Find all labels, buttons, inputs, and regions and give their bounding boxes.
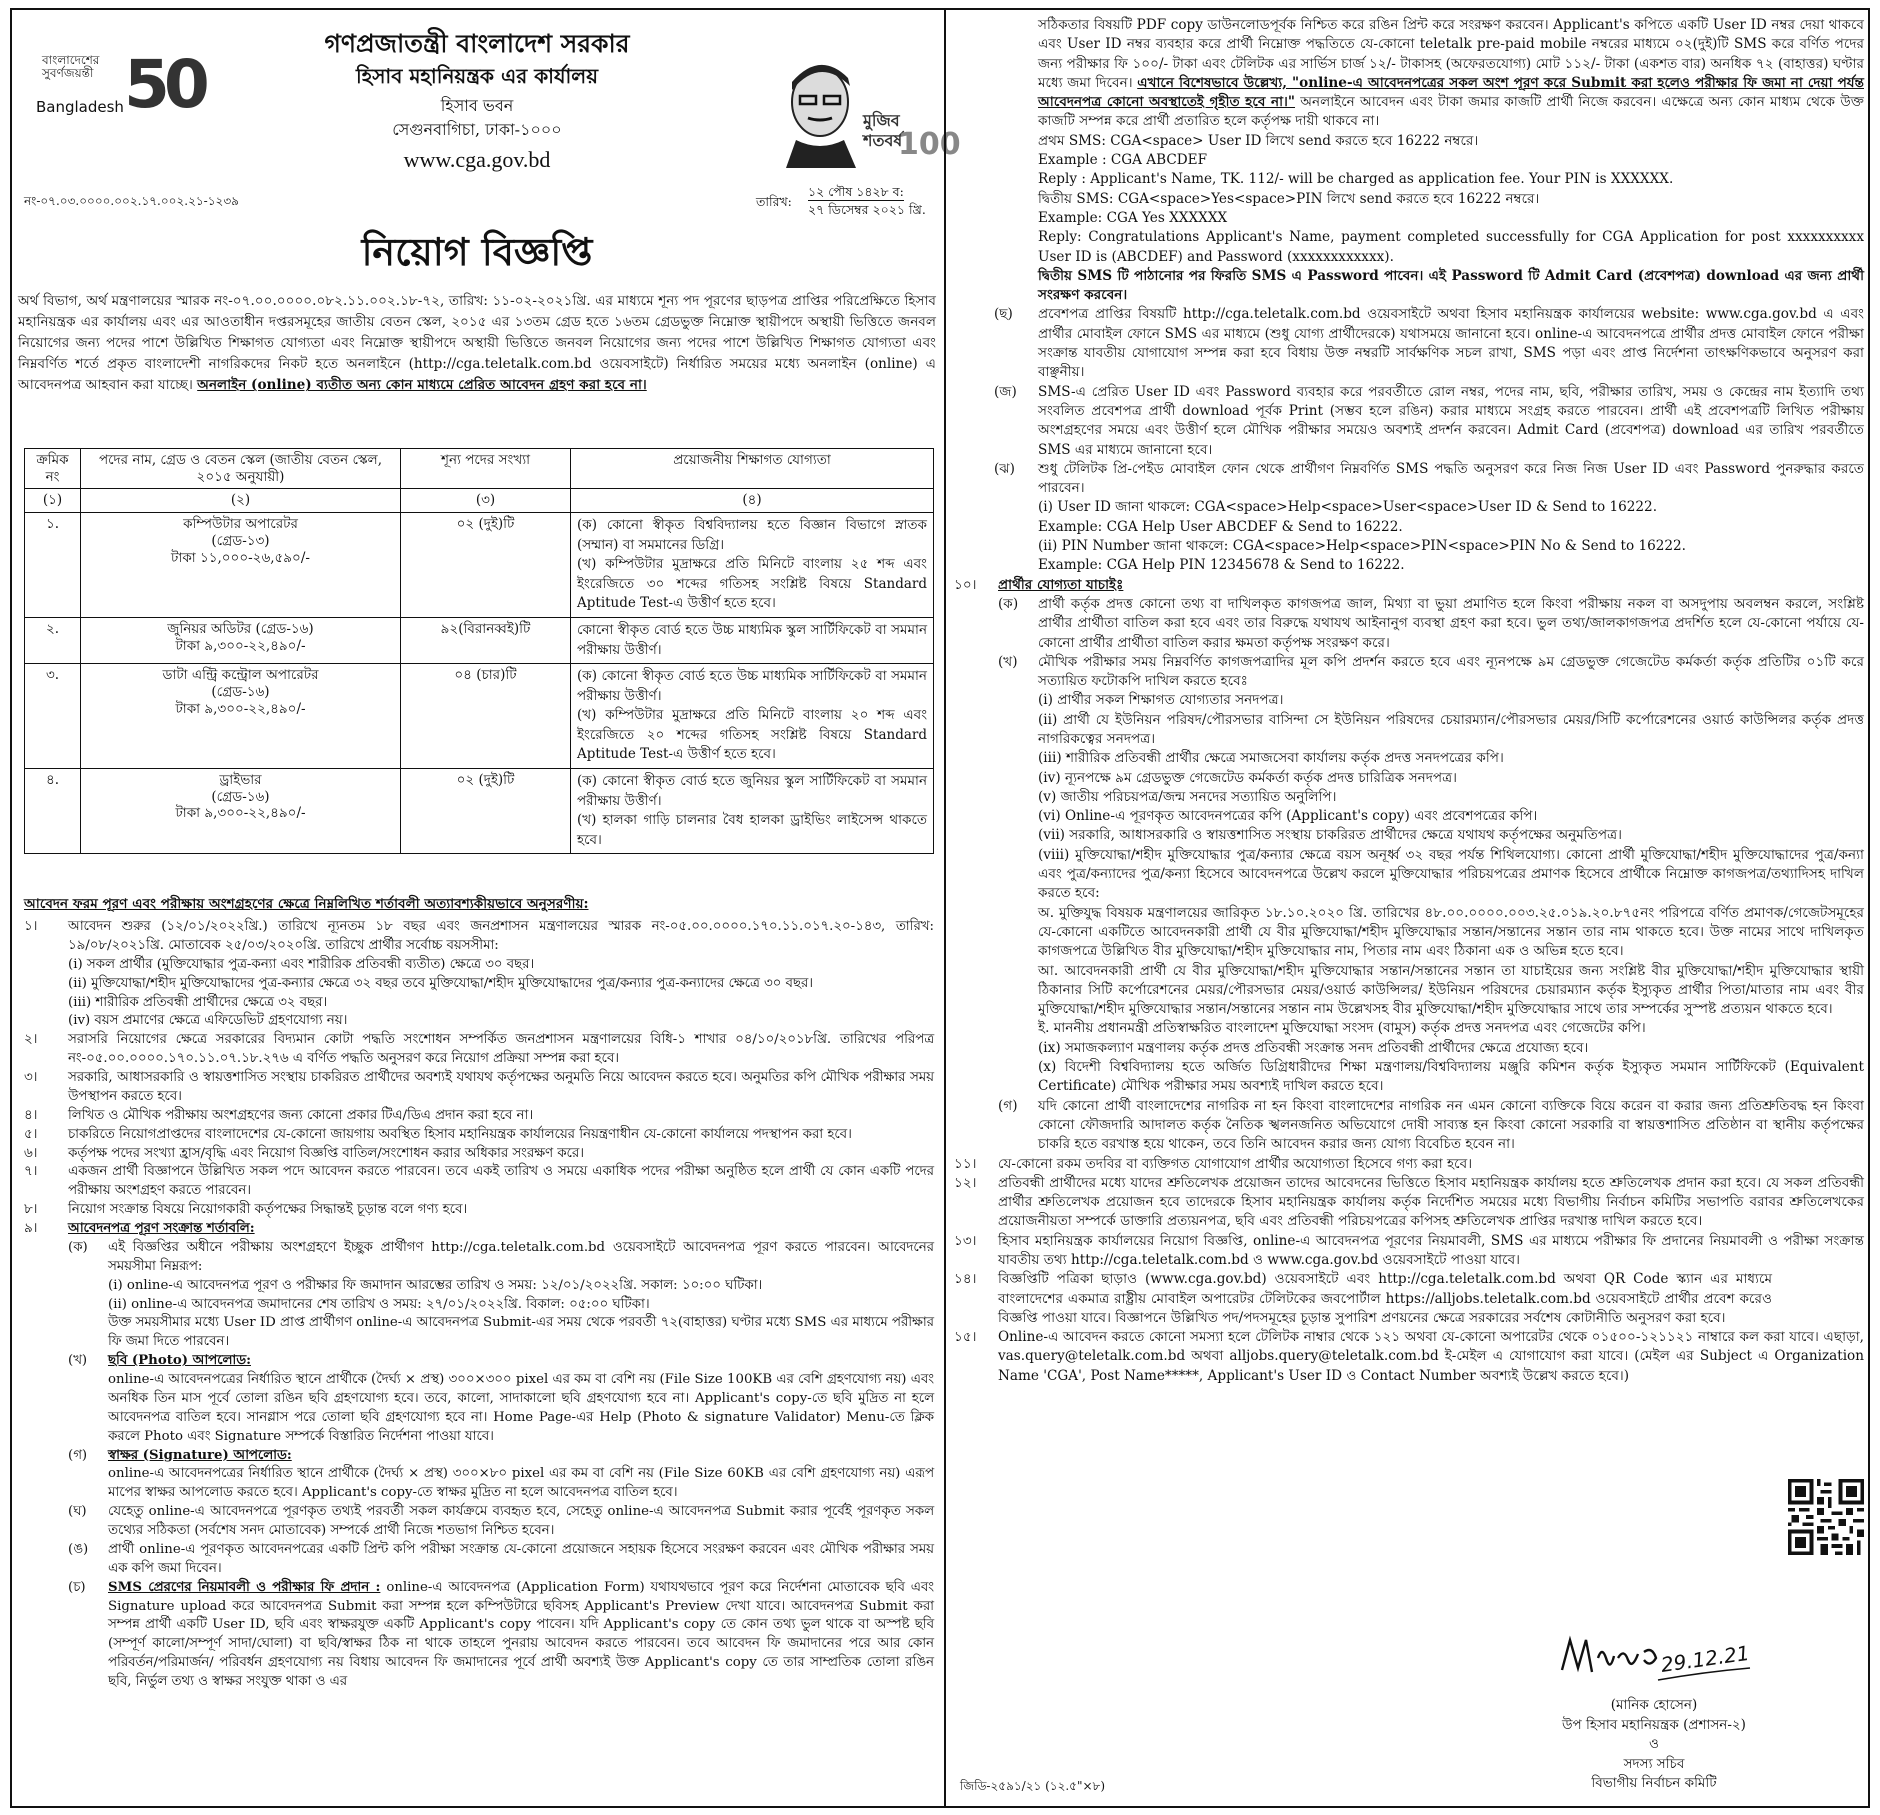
condition-4: [24, 1107, 934, 1126]
fee-end: অনলাইনে আবেদন এবং টাকা জমার কাজটি প্রার্থী নিজে করবেন। এক্ষেত্রে অন্য কোন মাধ্যম থেকে উক্ত কাজটি সম্পন্ন করে প্রার্থী প্রতারিত হলে কর্তৃপক্ষ দায়ী থাকবে না।: [1038, 94, 1864, 130]
condition-text: কর্তৃপক্ষ পদের সংখ্যা হ্রাস/বৃদ্ধি এবং নিয়োগ বিজ্ঞপ্তি বাতিল/সংশোধন করার অধিকার সংরক্ষণ করে।: [68, 1145, 584, 1161]
row-post: [81, 664, 401, 769]
condition-text: চাকরিতে নিয়োগপ্রাপ্তদের বাংলাদেশের যে-কোনো জায়গায় অবস্থিত হিসাব মহানিয়ন্ত্রক কার্যালয়ের নিয়ন্ত্রণাধীন যে-কোনো কার্যালয়ে পদস্থাপন করা হবে।: [68, 1126, 852, 1142]
condition-9-title: আবেদনপত্র পূরণ সংক্রান্ত শর্তাবলি:: [68, 1221, 255, 1236]
first-sms-reply: Reply : Applicant's Name, TK. 112/- will be charged as application fee. Your PIN is XXXXXX.: [1038, 171, 1674, 188]
sub-jha: [954, 460, 1864, 576]
qual-2: (খ) কম্পিউটার মুদ্রাক্ষরে প্রতি মিনিটে বাংলায় ২৫ শব্দ এবং ইংরেজিতে ৩০ শব্দের গতিসহ সংশ্লিষ্ট বিষয়ে Standard Aptitude Test-এ উত্তীর্ণ হতে হবে।: [577, 556, 927, 612]
ka-end: উক্ত সময়সীমার মধ্যে User ID প্রাপ্ত প্রার্থীগণ online-এ আবেদনপত্র Submit-এর সময় থেকে পরবর্তী ৭২(বাহাত্তর) ঘণ্টার মধ্যে SMS এর মাধ্যমে পরীক্ষার ফি জমা দিতে পারবেন।: [108, 1315, 934, 1350]
document-x: (x) বিদেশী বিশ্ববিদ্যালয় হতে অর্জিত ডিগ্রিধারীদের শিক্ষা মন্ত্রণালয়/বিশ্ববিদ্যালয় মঞ্জুরি কমিশন কর্তৃক ইস্যুকৃত সমমান সার্টিফিকেট (Equivalent Certificate) মৌখিক পরীক্ষার সময় অবশ্যই দাখিল করতে হবে।: [1038, 1059, 1864, 1095]
condition-6: [24, 1145, 934, 1164]
post-scale: টাকা ৯,৩০০-২২,৪৯০/-: [175, 805, 306, 822]
recovery-pin-example: Example: CGA Help PIN 12345678 & Send to 16222.: [1038, 557, 1405, 574]
ka-text: এই বিজ্ঞপ্তির অধীনে পরীক্ষায় অংশগ্রহণে ইচ্ছুক প্রার্থীগণ http://cga.teletalk.com.bd ওয়েবসাইটে আবেদনপত্র পূরণ করতে পারবেন। আবেদনের সময়সীমা নিম্নরূপ:: [108, 1239, 934, 1274]
signer-name: (মানিক হোসেন): [1610, 1697, 1698, 1713]
sub-text: প্রবেশপত্র প্রাপ্তির বিষয়টি http://cga.teletalk.com.bd ওয়েবসাইটে অথবা হিসাব মহানিয়ন্ত্রক কার্যালয়ের website: www.cga.gov.bd এ এবং প্রার্থীর মোবাইল ফোনে SMS এর মাধ্যমে (শুধু যোগ্য প্রার্থীদেরকে) যথাসময়ে জানানো হবে। online-এ আবেদনপত্রে প্রার্থীর প্রদত্ত মোবাইল ফোনে পরীক্ষা সংক্রান্ত যাবতীয় যোগাযোগ সম্পন্ন করা হবে বিধায় উক্ত নম্বরটি সার্বক্ষণিক সচল রাখা, SMS পড়া এবং প্রাপ্ত নির্দেশনা তাৎক্ষণিকভাবে অনুসরণ করা বাঞ্ছনীয়।: [1038, 306, 1864, 381]
table-row: [25, 768, 934, 853]
row-post: [81, 513, 401, 618]
sub-text: [108, 1579, 934, 1692]
post-grade: (গ্রেড-১৩): [211, 532, 270, 549]
photo-upload-text: online-এ আবেদনপত্রের নির্ধারিত স্থানে প্রার্থীকে (দৈর্ঘ্য × প্রস্থ) ৩০০×৩০০ pixel এর কম বা বেশি নয় (File Size 100KB এর বেশি গ্রহণযোগ্য নয়) এবং অনধিক তিন মাস পূর্বে তোলা রঙিন ছবি গ্রহণযোগ্য হবে। তবে, কালো, সাদাকালো ছবি গ্রহণযোগ্য হবে না। Applicant's copy-তে ছবি মুদ্রিত না হলে আবেদনপত্র বাতিল হবে। সানগ্লাস পরে তোলা ছবি গ্রহণযোগ্য হবে না। Home Page-এর Help (Photo & signature Validator) Menu-তে ক্লিক করলে Photo এবং Signature সম্পর্কে বিস্তারিত নির্দেশনা পাওয়া যাবে।: [108, 1372, 934, 1444]
eligibility-title: প্রার্থীর যোগ্যতা যাচাইঃ: [998, 576, 1124, 593]
condition-text: সরাসরি নিয়োগের ক্ষেত্রে সরকারের বিদ্যমান কোটা পদ্ধতি সংশোধন সম্পর্কিত জনপ্রশাসন মন্ত্রণালয়ের বিধি-১ শাখার ০৪/১০/২০১৮খ্রি. তারিখের পরিপত্র নং-০৫.০০.০০০০.১৭০.১১.০৭.১৮.২৭৬ এ বর্ণিত পদ্ধতি অনুসরণ করে নিয়োগ প্রক্রিয়া সম্পন্ন করা হবে।: [68, 1032, 934, 1067]
header: [18, 16, 961, 274]
header-vacancy: শূন্য পদের সংখ্যা: [401, 449, 571, 489]
post-name: ড্রাইভার: [219, 771, 262, 788]
qual-2: (খ) কম্পিউটার মুদ্রাক্ষরে প্রতি মিনিটে বাংলায় ২০ শব্দ এবং ইংরেজিতে ২০ শব্দের গতিসহ সংশ্লিষ্ট বিষয়ে Standard Aptitude Test-এ উত্তীর্ণ হতে হবে।: [577, 707, 927, 763]
post-scale: টাকা ১১,০০০-২৬,৫৯০/-: [171, 549, 310, 566]
mujib-100: 100: [898, 127, 961, 162]
sub-number: (ক): [998, 595, 1019, 612]
condition-7: [24, 1163, 934, 1201]
sub-text: SMS-এ প্রেরিত User ID এবং Password ব্যবহার করে পরবর্তীতে রোল নম্বর, পদের নাম, ছবি, পরীক্ষার তারিখ, সময় ও কেন্দ্রের নাম ইত্যাদি তথ্য সংবলিত প্রবেশপত্র প্রার্থী download পূর্বক Print (সম্ভব হলে রঙিন) করার মাধ্যমে সংগ্রহ করতে পারবেন। প্রার্থী এই প্রবেশপত্রটি লিখিত পরীক্ষায় অংশগ্রহণের সময়ে এবং উত্তীর্ণ হলে মৌখিক পরীক্ষার সময়েও অবশ্যই প্রদর্শন করবেন। Admit Card (প্রবেশপত্র) download এর তারিখ পরবর্তীতে SMS এর মাধ্যমে জানানো হবে।: [1038, 383, 1864, 458]
condition-number: ৪।: [24, 1107, 38, 1123]
condition-number: ১২।: [954, 1174, 977, 1191]
first-sms: প্রথম SMS: CGA<space> User ID লিখে send করতে হবে 16222 নম্বরে।: [1038, 132, 1479, 149]
posts-table: [24, 448, 934, 854]
condition-12: [954, 1174, 1864, 1232]
table-header-row: [25, 449, 934, 489]
row-vacancy: ০২ (দুই)টি: [401, 768, 571, 853]
sub-text: [1038, 653, 1864, 1097]
condition-number: ১৪।: [954, 1271, 977, 1288]
condition-number: ১৫।: [954, 1329, 977, 1346]
sms-fee-text: online-এ আবেদনপত্র (Application Form) যথাযথভাবে পূরণ করে নির্দেশনা মোতাবেক ছবি এবং Signature upload করে আবেদনপত্র Submit করা সম্পন্ন হলে কম্পিউটারে ছবিসহ Applicant's Preview দেখা যাবে। আবেদনপত্র Submit করা সম্পন্ন প্রার্থী একটি User ID, ছবি এবং স্বাক্ষরযুক্ত একটি Applicant's copy পাবেন। যদি Applicant's copy তে কোন তথ্য ভুল থাকে বা অস্পষ্ট ছবি (সম্পূর্ণ কালো/সম্পূর্ণ সাদা/ঘোলা) বা ছবি/স্বাক্ষর ঠিক না থাকে তাহলে পুনরায় আবেদন করতে পারবেন। তবে আবেদন ফি জমাদানের পরে আর কোন পরিবর্তন/পরিমার্জন/ পরিবর্ধন গ্রহণযোগ্য নয় বিধায় আবেদন ফি জমাদানের পূর্বে প্রার্থী অবশ্যই উক্ত Applicant's copy তে তার সাম্প্রতিক তোলা রঙিন ছবি, নির্ভুল তথ্য ও স্বাক্ষর সংযুক্ত থাকা ও এর: [108, 1579, 935, 1689]
condition-text: লিখিত ও মৌখিক পরীক্ষায় অংশগ্রহণের জন্য কোনো প্রকার টিএ/ডিএ প্রদান করা হবে না।: [68, 1107, 534, 1123]
fee-paragraph: [954, 16, 1864, 305]
notice-title: নিয়োগ বিজ্ঞপ্তি: [361, 229, 593, 274]
post-name: ডাটা এন্ট্রি কন্ট্রোল অপারেটর: [162, 667, 319, 684]
signature-date: 29.12.21: [1659, 1640, 1751, 1677]
condition-11: [954, 1155, 1864, 1174]
mujib-text: মুজিব শতবর্ষ: [863, 111, 903, 150]
row-vacancy: ৯২(বিরানব্বই)টি: [401, 618, 571, 664]
condition-number: ৭।: [24, 1164, 38, 1180]
second-sms: দ্বিতীয় SMS: CGA<space>Yes<space>PIN লিখে send করতে হবে 16222 নম্বরে।: [1038, 190, 1540, 207]
condition-text: [68, 1220, 934, 1692]
qual-2: (খ) হালকা গাড়ি চালনার বৈধ হালকা ড্রাইভিং লাইসেন্স থাকতে হবে।: [577, 812, 927, 848]
sub-kha: [68, 1352, 934, 1446]
post-grade: (গ্রেড-১৬): [211, 683, 270, 700]
document-viii: (viii) মুক্তিযোদ্ধা/শহীদ মুক্তিযোদ্ধার পুত্র/কন্যার ক্ষেত্রে বয়স অনূর্ধ্ব ৩২ বছর পর্যন্ত শিথিলযোগ্য। কোনো প্রার্থী মুক্তিযোদ্ধা/শহীদ মুক্তিযোদ্ধাদের পুত্র/কন্যা এবং পুত্র/কন্যাদের পুত্র/কন্যা হিসেবে আবেদনপত্রে উল্লেখ করলে মুক্তিযোদ্ধার পরিচয়পত্রের প্রমাণক হিসেবে প্রার্থীকে নিম্নোক্ত কাগজপত্র/তথ্যাদিসহ দাখিল করতে হবে:: [1038, 846, 1864, 902]
colnum: (১): [25, 489, 81, 513]
condition-number: ৬।: [24, 1145, 38, 1161]
document-aa: আ. আবেদনকারী প্রার্থী যে বীর মুক্তিযোদ্ধা/শহীদ মুক্তিযোদ্ধার সন্তান/সন্তানের সন্তান তা যাচাইয়ের জন্য সংশ্লিষ্ট বীর মুক্তিযোদ্ধা/শহীদ মুক্তিযোদ্ধার স্থায়ী ঠিকানার সিটি কর্পোরেশনের মেয়র/পৌরসভার মেয়র/ওয়ার্ড কাউন্সিলর/ ইউনিয়ন পরিষদের চেয়ারম্যান কর্তৃক ইস্যুকৃত প্রার্থীর পিতা/মাতার নাম এবং বীর মুক্তিযোদ্ধা/শহীদ মুক্তিযোদ্ধার সন্তান/সন্তানের সন্তান নাম উল্লেখসহ বীর মুক্তিযোদ্ধা/শহীদ মুক্তিযোদ্ধার সাথে তার সম্পর্কের সুস্পষ্ট প্রত্যয়ন থাকতে হবে।: [1038, 962, 1864, 1018]
condition-number: ৯।: [24, 1221, 38, 1236]
condition-2: [24, 1031, 934, 1069]
document-iv: (iv) ন্যূনপক্ষে ৯ম গ্রেডভুক্ত গেজেটেড কর্মকর্তা কর্তৃক প্রদত্ত চারিত্রিক সনদপত্র।: [1038, 769, 1458, 786]
signature-block: [1454, 1696, 1854, 1794]
sub-ga: [68, 1447, 934, 1504]
date-label: তারিখ:: [756, 194, 792, 209]
conditions-title: আবেদন ফরম পূরণ এবং পরীক্ষায় অংশগ্রহণের ক্ষেত্রে নিম্নলিখিত শর্তাবলী অত্যাবশ্যকীয়ভাবে অনুসরণীয়:: [24, 896, 589, 912]
left-column: [18, 16, 961, 1800]
header-serial: ক্রমিক নং: [25, 449, 81, 489]
condition-text: Online-এ আবেদন করতে কোনো সমস্যা হলে টেলিটক নাম্বার থেকে ১২১ অথবা যে-কোনো অপারেটর থেকে ০১৫০০-১২১১২১ নাম্বারে কল করা যাবে। এছাড়া, vas.query@teletalk.com.bd অথবা alljobs.query@teletalk.com.bd ই-মেইল এ যোগাযোগ করা যাবে। (মেইল এর Subject এ Organization Name 'CGA', Post Name*****, Applicant's User ID ও Contact Number অবশ্যই উল্লেখ করতে হবে।): [998, 1329, 1864, 1384]
sub-number: (ঘ): [68, 1504, 87, 1520]
document-i: (i) প্রার্থীর সকল শিক্ষাগত যোগ্যতার সনদপত্র।: [1038, 692, 1284, 709]
table-row: [25, 513, 934, 618]
sub-ja: [954, 383, 1864, 460]
condition-5: [24, 1126, 934, 1145]
footer-code: জিডি-২৫৯১/২১ (১২.৫"×৮): [960, 1779, 1106, 1793]
office-title: হিসাব মহানিয়ন্ত্রক এর কার্যালয়: [355, 64, 598, 88]
sub-number: (গ): [68, 1447, 88, 1463]
post-name: কম্পিউটার অপারেটর: [183, 516, 298, 533]
intro-bold: অনলাইন (online) ব্যতীত অন্য কোন মাধ্যমে প্রেরিত আবেদন গ্রহণ করা হবে না।: [197, 377, 647, 394]
sub-text: যদি কোনো প্রার্থী বাংলাদেশের নাগরিক না হন কিংবা বাংলাদেশের নাগরিক নন এমন কোনো ব্যক্তিকে বিয়ে করেন বা করার জন্য প্রতিশ্রুতিবদ্ধ হন কিংবা কোনো ফৌজদারি আদালত কর্তৃক নৈতিক স্খলনজনিত অভিযোগে দোষী সাব্যস্ত হন কিংবা কোনো সরকারি বা স্বায়ত্তশাসিত প্রতিষ্ঠান বা স্থানীয় কর্তৃপক্ষের চাকরি হতে বরখাস্ত হয়ে থাকেন, তবে তিনি আবেদন করার জন্য যোগ্য বিবেচিত হবেন না।: [1038, 1097, 1864, 1153]
sub-ka: [68, 1239, 934, 1352]
sub-ka: [998, 595, 1864, 653]
condition-9: [24, 1220, 934, 1692]
second-sms-example: Example: CGA Yes XXXXXX: [1038, 209, 1228, 226]
age-i: (i) সকল প্রার্থীর (মুক্তিযোদ্ধার পুত্র-কন্যা এবং শারীরিক প্রতিবন্ধী ব্যতীত) ক্ষেত্রে ৩০ বছর।: [68, 956, 535, 972]
column-divider: [944, 10, 946, 1806]
signer-and: ও: [1649, 1736, 1659, 1753]
sub-cha: [68, 1579, 934, 1692]
conditions-list: [24, 918, 934, 1692]
date-english: ২৭ ডিসেম্বর ২০২১ খ্রি.: [808, 202, 926, 217]
sub-text: প্রার্থী কর্তৃক প্রদত্ত কোনো তথ্য বা দাখিলকৃত কাগজপত্র জাল, মিথ্যা বা ভুয়া প্রমাণিত হলে কিংবা পরীক্ষায় নকল বা অসদুপায় অবলম্বন করলে, সংশ্লিষ্ট প্রার্থীর প্রার্থীতা বাতিল করা হবে এবং তার বিরুদ্ধে যথাযথ আইনানুগ ব্যবস্থা গ্রহণ করা হবে। ভুল তথ্য/জালকাগজপত্র প্রদর্শিত হলে যে-কোনো পর্যায়ে যে-কোনো প্রার্থীর প্রার্থীতা বাতিল করার ক্ষমতা কর্তৃপক্ষ সংরক্ষণ করে।: [1038, 595, 1864, 651]
first-sms-example: Example : CGA ABCDEF: [1038, 152, 1208, 169]
condition-text: হিসাব মহানিয়ন্ত্রক কার্যালয়ের নিয়োগ বিজ্ঞপ্তি, online-এ আবেদনপত্র পূরণের নিয়মাবলী, SMS এর মাধ্যমে পরীক্ষার ফি প্রদানের নিয়মাবলী ও পরীক্ষা সংক্রান্ত যাবতীয় তথ্য http://cga.teletalk.com.bd ও www.cga.gov.bd ওয়েবসাইটে পাওয়া যাবে।: [998, 1232, 1864, 1268]
fee-text: সঠিকতার বিষয়টি PDF copy ডাউনলোডপূর্বক নিশ্চিত করে রঙিন প্রিন্ট করে সংরক্ষণ করবেন। Applicant's কপিতে একটি User ID নম্বর দেয়া থাকবে এবং User ID নম্বর ব্যবহার করে প্রার্থী নিম্নোক্ত পদ্ধতিতে যে-কোনো teletalk pre-paid mobile নম্বরের মাধ্যমে ০২(দুই)টি SMS করে বর্ণিত পদের জন্য পরীক্ষার ফি ১০০/- টাকা এবং টেলিটক এর সার্ভিস চার্জ ১২/- টাকাসহ (অফেরতযোগ্য) মোট ১১২/- টাকা (একশত বার) অনধিক ৭২ (বাহাত্তর) ঘণ্টার মধ্যে জমা দিবেন।: [1038, 17, 1864, 91]
condition-text: বিজ্ঞপ্তিটি পত্রিকা ছাড়াও (www.cga.gov.bd) ওয়েবসাইটে এবং http://cga.teletalk.com.bd অথবা QR Code স্ক্যান এর মাধ্যমে বাংলাদেশের একমাত্র রাষ্ট্রীয় মোবাইল অপারেটর টেলিটকের জবপোর্টাল https://alljobs.teletalk.com.bd ওয়েবসাইটে প্রার্থীর প্রবেশ করেও বিজ্ঞপ্তি পাওয়া যাবে। বিজ্ঞাপনে উল্লিখিত পদ/পদসমূহের চূড়ান্ত সুপারিশ প্রণয়নের ক্ষেত্রে সরকারের সর্বশেষ কোটানীতি অনুসরণ করা হবে।: [998, 1271, 1772, 1326]
table-row: [25, 618, 934, 664]
condition-1-text: আবেদন শুরুর (১২/০১/২০২২খ্রি.) তারিখে ন্যূনতম ১৮ বছর এবং জনপ্রশাসন মন্ত্রণালয়ের স্মারক নং-০৫.০০.০০০০.১৭০.১১.০১৭.২০-১৪৩, তারিখ: ১৯/০৮/২০২১খ্রি. মোতাবেক ২৫/০৩/২০২০খ্রি. তারিখে প্রার্থীর সর্বোচ্চ বয়সসীমা:: [68, 919, 934, 953]
sub-gha: [68, 1503, 934, 1541]
mujib-logo: [758, 56, 961, 174]
table-row: [25, 664, 934, 769]
colnum: (৪): [571, 489, 934, 513]
qual-1: (ক) কোনো স্বীকৃত বিশ্ববিদ্যালয় হতে বিজ্ঞান বিভাগে স্নাতক (সম্মান) বা সমমানের ডিগ্রি।: [577, 517, 927, 553]
portrait-icon: [778, 56, 868, 168]
header-qualification: প্রয়োজনীয় শিক্ষাগত যোগ্যতা: [571, 449, 934, 489]
signer-role: সদস্য সচিব: [1623, 1755, 1685, 1772]
row-qualification: [571, 513, 934, 618]
job-circular-page: [10, 8, 1870, 1808]
condition-text: [68, 918, 934, 1031]
row-serial: ২.: [25, 618, 81, 664]
colnum: (২): [81, 489, 401, 513]
row-qualification: কোনো স্বীকৃত বোর্ড হতে উচ্চ মাধ্যমিক স্কুল সার্টিফিকেট বা সমমান পরীক্ষায় উত্তীর্ণ।: [571, 618, 934, 664]
condition-number: ১১।: [954, 1155, 977, 1172]
ka-ii: (ii) online-এ আবেদনপত্র জমাদানের শেষ তারিখ ও সময়: ২৭/০১/২০২২খ্রি. বিকাল: ০৫:০০ ঘটিকা।: [108, 1296, 650, 1312]
condition-number: ২।: [24, 1032, 38, 1048]
age-ii: (ii) মুক্তিযোদ্ধা/শহীদ মুক্তিযোদ্ধাদের পুত্র-কন্যার ক্ষেত্রে ৩২ বছর তবে মুক্তিযোদ্ধা/শহীদ মুক্তিযোদ্ধাদের পুত্র/কন্যার পুত্র-কন্যাদের ক্ষেত্রে ৩০ বছর।: [68, 975, 814, 991]
signer-designation: উপ হিসাব মহানিয়ন্ত্রক (প্রশাসন-২): [1562, 1716, 1746, 1733]
sub-chha: [954, 305, 1864, 382]
sub-text: যেহেতু online-এ আবেদনপত্রে পূরণকৃত তথ্যই পরবর্তী সকল কার্যক্রমে ব্যবহৃত হবে, সেহেতু online-এ আবেদনপত্র Submit করার পূর্বেই পূরণকৃত সকল তথ্যের সঠিকতা (সর্বশেষ সনদ মোতাবেক) সম্পর্কে প্রার্থী নিজে শতভাগ নিশ্চিত হবেন।: [108, 1504, 934, 1538]
post-name: জুনিয়র অডিটর (গ্রেড-১৬): [167, 621, 314, 638]
sub-text: [108, 1239, 934, 1352]
intro-text: অর্থ বিভাগ, অর্থ মন্ত্রণালয়ের স্মারক নং-০৭.০০.০০০০.০৮২.১১.০০২.১৮-৭২, তারিখ: ১১-০২-২০২১খ্রি. এর মাধ্যমে শূন্য পদ পূরণের ছাড়পত্র প্রাপ্তির পরিপ্রেক্ষিতে হিসাব মহানিয়ন্ত্রক এর কার্যালয় এবং এর আওতাধীন দপ্তরসমূহের জাতীয় বেতন স্কেল, ২০১৫ এর ১৩তম গ্রেড হতে ১৬তম গ্রেডভুক্ত নিম্নোক্ত স্থায়ীপদে অস্থায়ী ভিত্তিতে জনবল নিয়োগের জন্য পদের পাশে উল্লিখিত শিক্ষাগত যোগ্যতা এবং নিম্নোক্ত স্থায়ীপদে অস্থায়ী ভিত্তিতে জনবল নিয়োগের জন্য পদের পাশে উল্লিখিত শিক্ষাগত যোগ্যতা এবং নিম্নবর্ণিত শর্তে প্রকৃত বাংলাদেশী নাগরিকদের নিকট হতে অনলাইনে (http://cga.teletalk.com.bd ওয়েবসাইটে) নির্ধারিত সময়ের মধ্যে অনলাইন (online) এ আবেদনপত্র আহবান করা যাচ্ছে।: [18, 293, 936, 394]
sub-number: (চ): [68, 1579, 86, 1595]
condition-13: [954, 1232, 1864, 1271]
document-v: (v) জাতীয় পরিচয়পত্র/জন্ম সনদের সত্যায়িত অনুলিপি।: [1038, 788, 1337, 805]
ka-i: (i) online-এ আবেদনপত্র পূরণ ও পরীক্ষার ফি জমাদান আরম্ভের তারিখ ও সময়: ১২/০১/২০২২খ্রি. সকাল: ১০:০০ ঘটিকা।: [108, 1277, 763, 1293]
post-scale: টাকা ৯,৩০০-২২,৪৯০/-: [175, 700, 306, 717]
logo-number: 50: [124, 46, 204, 123]
sub-umo: [68, 1541, 934, 1579]
condition-number: ৩।: [24, 1070, 38, 1085]
row-post: [81, 768, 401, 853]
condition-15: [954, 1328, 1864, 1386]
document-a: অ. মুক্তিযুদ্ধ বিষয়ক মন্ত্রণালয়ের জারিকৃত ১৮.১০.২০২০ খ্রি. তারিখের ৪৮.০০.০০০০.০০৩.২৫.০১৯.২০.৮৭৫নং পরিপত্রে বর্ণিত প্রমাণক/গেজেটসমূহের যে-কোনো একটিতে আবেদনকারী প্রার্থী যে বীর মুক্তিযোদ্ধা/শহীদ মুক্তিযোদ্ধার সন্তান/সন্তানের সন্তান তার নাম থাকতে হবে। উক্ত নামের সাথে দাখিলকৃত কাগজপত্রে উল্লিখিত বীর মুক্তিযোদ্ধা/শহীদ মুক্তিযোদ্ধার নাম, পিতার নাম এবং ঠিকানা এক ও অভিন্ন হতে হবে।: [1038, 904, 1864, 960]
signature-image: [1554, 1628, 1754, 1688]
row-serial: ৩.: [25, 664, 81, 769]
document-ix: (ix) সমাজকল্যাণ মন্ত্রণালয় কর্তৃক প্রদত্ত প্রতিবন্ধী সংক্রান্ত সনদ প্রতিবন্ধী প্রার্থীদের ক্ষেত্রে প্রযোজ্য হবে।: [1038, 1039, 1589, 1056]
condition-number: ১০।: [954, 576, 977, 593]
document-vi: (vi) Online-এ পূরণকৃত আবেদনপত্রের কপি (Applicant's copy) এবং প্রবেশপত্রের কপি।: [1038, 808, 1538, 825]
row-qualification: [571, 768, 934, 853]
right-column: [954, 16, 1864, 1800]
condition-1: [24, 918, 934, 1031]
qual-1: (ক) কোনো স্বীকৃত বোর্ড হতে জুনিয়র স্কুল সার্টিফিকেট বা সমমান পরীক্ষায় উত্তীর্ণ।: [577, 772, 927, 809]
sms-fee-title: SMS প্রেরণের নিয়মাবলী ও পরীক্ষার ফি প্রদান :: [108, 1579, 381, 1595]
colnum: (৩): [401, 489, 571, 513]
date-bangla: ১২ পৌষ ১৪২৮ ব:: [808, 184, 904, 199]
intro-paragraph: [18, 291, 936, 396]
sub-number: (ঙ): [68, 1541, 89, 1557]
row-qualification: [571, 664, 934, 769]
condition-number: ১৩।: [954, 1232, 977, 1249]
age-iii: (iii) শারীরিক প্রতিবন্ধী প্রার্থীদের ক্ষেত্রে ৩২ বছর।: [68, 994, 328, 1010]
sub-number: (ছ): [994, 306, 1013, 323]
password-note: দ্বিতীয় SMS টি পাঠানোর পর ফিরতি SMS এ Password পাবেন। এই Password টি Admit Card (প্রবেশপত্র) download এর জন্য প্রার্থী সংরক্ষণ করবেন।: [1038, 267, 1864, 304]
recovery-user-id-example: Example: CGA Help User ABCDEF & Send to 16222.: [1038, 518, 1403, 535]
recovery-user-id: (i) User ID জানা থাকলে: CGA<space>Help<space>User<space>User ID & Send to 16222.: [1038, 499, 1658, 516]
sub-ga: [998, 1097, 1864, 1155]
qual-1: (ক) কোনো স্বীকৃত বোর্ড হতে উচ্চ মাধ্যমিক সার্টিফিকেট বা সমমান পরীক্ষায় উত্তীর্ণ।: [577, 668, 927, 704]
sub-number: (জ): [994, 383, 1017, 400]
document-e: ই. মাননীয় প্রধানমন্ত্রী প্রতিস্বাক্ষরিত বাংলাদেশ মুক্তিযোদ্ধা সংসদ (বামুস) কর্তৃক প্রদত্ত সনদপত্র এবং গেজেটের কপি।: [1038, 1020, 1646, 1037]
sub-text: [1038, 460, 1864, 576]
office-website: www.cga.gov.bd: [403, 147, 551, 172]
sub-number: (ঝ): [994, 460, 1015, 477]
sub-text: প্রার্থী online-এ পূরণকৃত আবেদনপত্রের একটি প্রিন্ট কপি পরীক্ষা সংক্রান্ত যে-কোনো প্রয়োজনে সহায়ক হিসেবে সংরক্ষণ করবেন এবং মৌখিক পরীক্ষার সময় এক কপি জমা দিবেন।: [108, 1541, 934, 1576]
row-post: [81, 618, 401, 664]
header-post: পদের নাম, গ্রেড ও বেতন স্কেল (জাতীয় বেতন স্কেল, ২০১৫ অনুযায়ী): [81, 449, 401, 489]
condition-text: যে-কোনো রকম তদবির বা ব্যক্তিগত যোগাযোগ প্রার্থীর অযোগ্যতা হিসেবে গণ্য করা হবে।: [998, 1155, 1473, 1172]
condition-text: সরকারি, আধাসরকারি ও স্বায়ত্তশাসিত সংস্থায় চাকরিরত প্রার্থীদের অবশ্যই যথাযথ কর্তৃপক্ষের অনুমতি নিয়ে আবেদন করতে হবে। অনুমতির কপি মৌখিক পরীক্ষার সময় উপস্থাপন করতে হবে।: [68, 1070, 934, 1104]
row-serial: ৪.: [25, 768, 81, 853]
qr-code-icon[interactable]: [1788, 1479, 1864, 1555]
photo-upload-title: ছবি (Photo) আপলোড:: [108, 1353, 251, 1369]
logo-country: Bangladesh: [36, 98, 124, 116]
sub-kha: [998, 653, 1864, 1097]
condition-number: ৮।: [24, 1202, 38, 1218]
sub-text: [108, 1352, 934, 1446]
post-scale: টাকা ৯,৩০০-২২,৪৯০/-: [175, 637, 306, 654]
fee-bold: এখানে বিশেষভাবে উল্লেখ্য, "online-এ আবেদনপত্রের সকল অংশ পূরণ করে Submit করা হলেও পরীক্ষার ফি জমা না দেয়া পর্যন্ত আবেদনপত্র কোনো অবস্থাতেই গৃহীত হবে না।": [1038, 74, 1864, 111]
signature-upload-text: online-এ আবেদনপত্রের নির্ধারিত স্থানে প্রার্থীকে (দৈর্ঘ্য × প্রস্থ) ৩০০×৮০ pixel এর কম বা বেশি নয় (File Size 60KB এর বেশি গ্রহণযোগ্য নয়) এরূপ মাপের স্বাক্ষর আপলোড করতে হবে। Applicant's copy-তে স্বাক্ষর মুদ্রিত না হলে আবেদনপত্র বাতিল হবে।: [108, 1466, 934, 1501]
sub-number: (গ): [998, 1097, 1018, 1114]
row-vacancy: ০২ (দুই)টি: [401, 513, 571, 618]
office-address: সেগুনবাগিচা, ঢাকা-১০০০: [392, 120, 562, 139]
sub-text: [108, 1447, 934, 1504]
row-serial: ১.: [25, 513, 81, 618]
recovery-pin: (ii) PIN Number জানা থাকলে: CGA<space>Help<space>PIN<space>PIN No & Send to 16222.: [1038, 538, 1687, 555]
document-ii: (ii) প্রার্থী যে ইউনিয়ন পরিষদ/পৌরসভার বাসিন্দা সে ইউনিয়ন পরিষদের চেয়ারম্যান/পৌরসভার মেয়র/সিটি কর্পোরেশনের ওয়ার্ড কাউন্সিলর কর্তৃক প্রদত্ত নাগরিকত্বের সনদপত্র।: [1038, 711, 1864, 747]
condition-number: ১।: [24, 919, 38, 934]
sub-number: (খ): [68, 1353, 88, 1369]
document-iii: (iii) শারীরিক প্রতিবন্ধী প্রার্থীর ক্ষেত্রে সমাজসেবা কার্যালয় কর্তৃক প্রদত্ত সনদপত্রের কপি।: [1038, 750, 1504, 767]
condition-text: নিয়োগ সংক্রান্ত বিষয়ে নিয়োগকারী কর্তৃপক্ষের সিদ্ধান্তই চূড়ান্ত বলে গণ্য হবে।: [68, 1202, 468, 1218]
second-sms-reply: Reply: Congratulations Applicant's Name, payment completed successfully for CGA Application for post xxxxxxxxxx User ID is (ABCDEF) and Password (xxxxxxxxxxxx).: [1038, 229, 1864, 265]
condition-14: [954, 1270, 1864, 1328]
recovery-text: শুধু টেলিটক প্রি-পেইড মোবাইল ফোন থেকে প্রার্থীগণ নিম্নবর্ণিত SMS পদ্ধতি অনুসরণ করে নিজ নিজ User ID এবং Password পুনরুদ্ধার করতে পারবেন।: [1038, 460, 1864, 497]
condition-3: [24, 1069, 934, 1107]
condition-8: [24, 1201, 934, 1220]
condition-text: একজন প্রার্থী বিজ্ঞাপনে উল্লিখিত সকল পদে আবেদন করতে পারবেন। তবে একই তারিখ ও সময়ে একাধিক পদের পরীক্ষা অনুষ্ঠিত হলে প্রার্থী যে কোন একটি পদের পরীক্ষায় অংশগ্রহণ করতে পারবেন।: [68, 1164, 934, 1199]
condition-number: ৫।: [24, 1126, 38, 1142]
building-name: হিসাব ভবন: [440, 96, 514, 115]
signer-committee: বিভাগীয় নির্বাচন কমিটি: [1591, 1775, 1717, 1792]
sub-number: (ক): [68, 1239, 88, 1255]
condition-text: প্রতিবন্ধী প্রার্থীদের মধ্যে যাদের শ্রুতিলেখক প্রয়োজন তাদের আবেদনের ভিত্তিতে হিসাব মহানিয়ন্ত্রক কার্যালয় হতে শ্রুতিলেখক প্রদান করা হবে। যে সকল প্রতিবন্ধী প্রার্থীর শ্রুতিলেখক প্রয়োজন হবে তাদেরকে হিসাব মহানিয়ন্ত্রক কার্যালয় কর্তৃক নির্দেশিত সময়ের মধ্যে বিভাগীয় নির্বাচন কমিটির সভাপতি বরাবর শ্রুতিলেখকের প্রয়োজনীয়তা সম্পর্কে ডাক্তারি প্রত্যয়নপত্র, ছবি এবং প্রতিবন্ধী পরিচয়পত্রের কপিসহ শ্রুতিলেখক প্রাপ্তির দরখাস্ত দাখিল করতে হবে।: [998, 1174, 1864, 1230]
gov-title: গণপ্রজাতন্ত্রী বাংলাদেশ সরকার: [324, 29, 630, 58]
row-vacancy: ০৪ (চার)টি: [401, 664, 571, 769]
table-colnum-row: [25, 489, 934, 513]
document-vii: (vii) সরকারি, আধাসরকারি ও স্বায়ত্তশাসিত সংস্থায় চাকরিরত প্রার্থীদের ক্ষেত্রে যথাযথ কর্তৃপক্ষের অনুমতিপত্র।: [1038, 827, 1622, 844]
documents-intro: মৌখিক পরীক্ষার সময় নিম্নবর্ণিত কাগজপত্রাদির মূল কপি প্রদর্শন করতে হবে এবং ন্যূনপক্ষে ৯ম গ্রেডভুক্ত গেজেটেড কর্মকর্তা কর্তৃক প্রতিটির ০১টি করে সত্যায়িত ফটোকপি দাখিল করতে হবেঃ: [1038, 653, 1864, 690]
post-grade: (গ্রেড-১৬): [211, 788, 270, 805]
condition-text: [998, 576, 1864, 1155]
memo-number: নং-০৭.০৩.০০০০.০০২.১৭.০০২.২১-১২৩৯: [24, 194, 239, 208]
sub-number: (খ): [998, 653, 1018, 670]
logo-text: বাংলাদেশের সুবর্ণজয়ন্তী: [42, 53, 100, 80]
condition-10: [954, 576, 1864, 1155]
signature-upload-title: স্বাক্ষর (Signature) আপলোড:: [108, 1447, 292, 1463]
age-iv: (iv) বয়স প্রমাণের ক্ষেত্রে এফিডেভিট গ্রহণযোগ্য নয়।: [68, 1013, 348, 1029]
